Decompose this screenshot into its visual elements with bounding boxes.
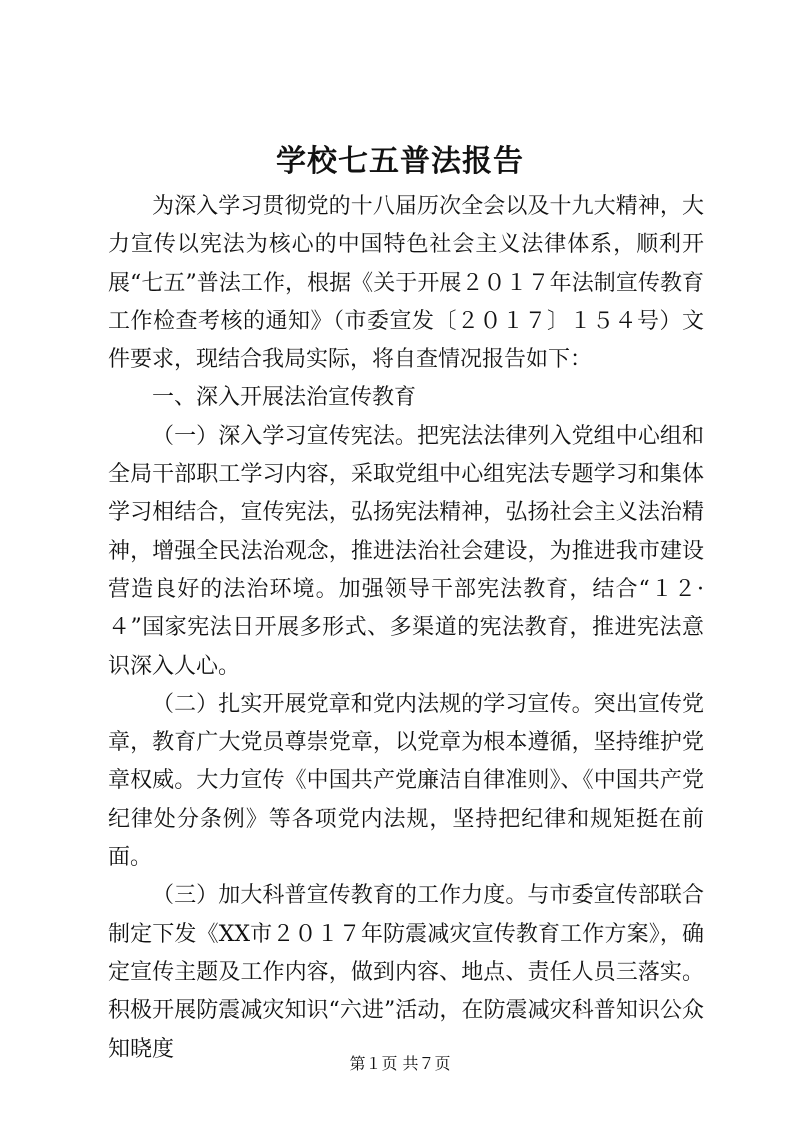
- paragraph-science-education: （三）加大科普宣传教育的工作力度。与市委宣传部联合制定下发《XX市２０１７年防震减灾宣传教育工作方案》，确定宣传主题及工作内容，做到内容、地点、责任人员三落实。积极开展防震减灾知识“六进”活动，在防震减灾科普知识公众知晓度: [108, 883, 704, 1062]
- document-title: 学校七五普法报告: [276, 144, 524, 179]
- paragraph-constitution: （一）深入学习宣传宪法。把宪法法律列入党组中心组和全局干部职工学习内容，采取党组中心组宪法专题学习和集体学习相结合，宣传宪法，弘扬宪法精神，弘扬社会主义法治精神，增强全民法治观念，推进法治社会建设，为推进我市建设营造良好的法治环境。加强领导干部宪法教育，结合“１２·４”国家宪法日开展多形式、多渠道的宪法教育，推进宪法意识深入人心。: [108, 423, 704, 679]
- document-body: [108, 188, 704, 1069]
- paragraph-intro: 为深入学习贯彻党的十八届历次全会以及十九大精神，大力宣传以宪法为核心的中国特色社会主义法律体系，顺利开展“七五”普法工作，根据《关于开展２０１７年法制宣传教育工作检查考核的通知》（市委宣发〔２０１７〕１５４号）文件要求，现结合我局实际，将自查情况报告如下：: [108, 194, 704, 373]
- page-number-footer: 第１页 共７页: [349, 1054, 451, 1073]
- paragraph-party-rules: （二）扎实开展党章和党内法规的学习宣传。突出宣传党章，教育广大党员尊崇党章，以党章为根本遵循，坚持维护党章权威。大力宣传《中国共产党廉洁自律准则》、《中国共产党纪律处分条例》等各项党内法规，坚持把纪律和规矩挺在前面。: [108, 691, 704, 871]
- section-heading-1: 一、深入开展法治宣传教育: [152, 385, 417, 411]
